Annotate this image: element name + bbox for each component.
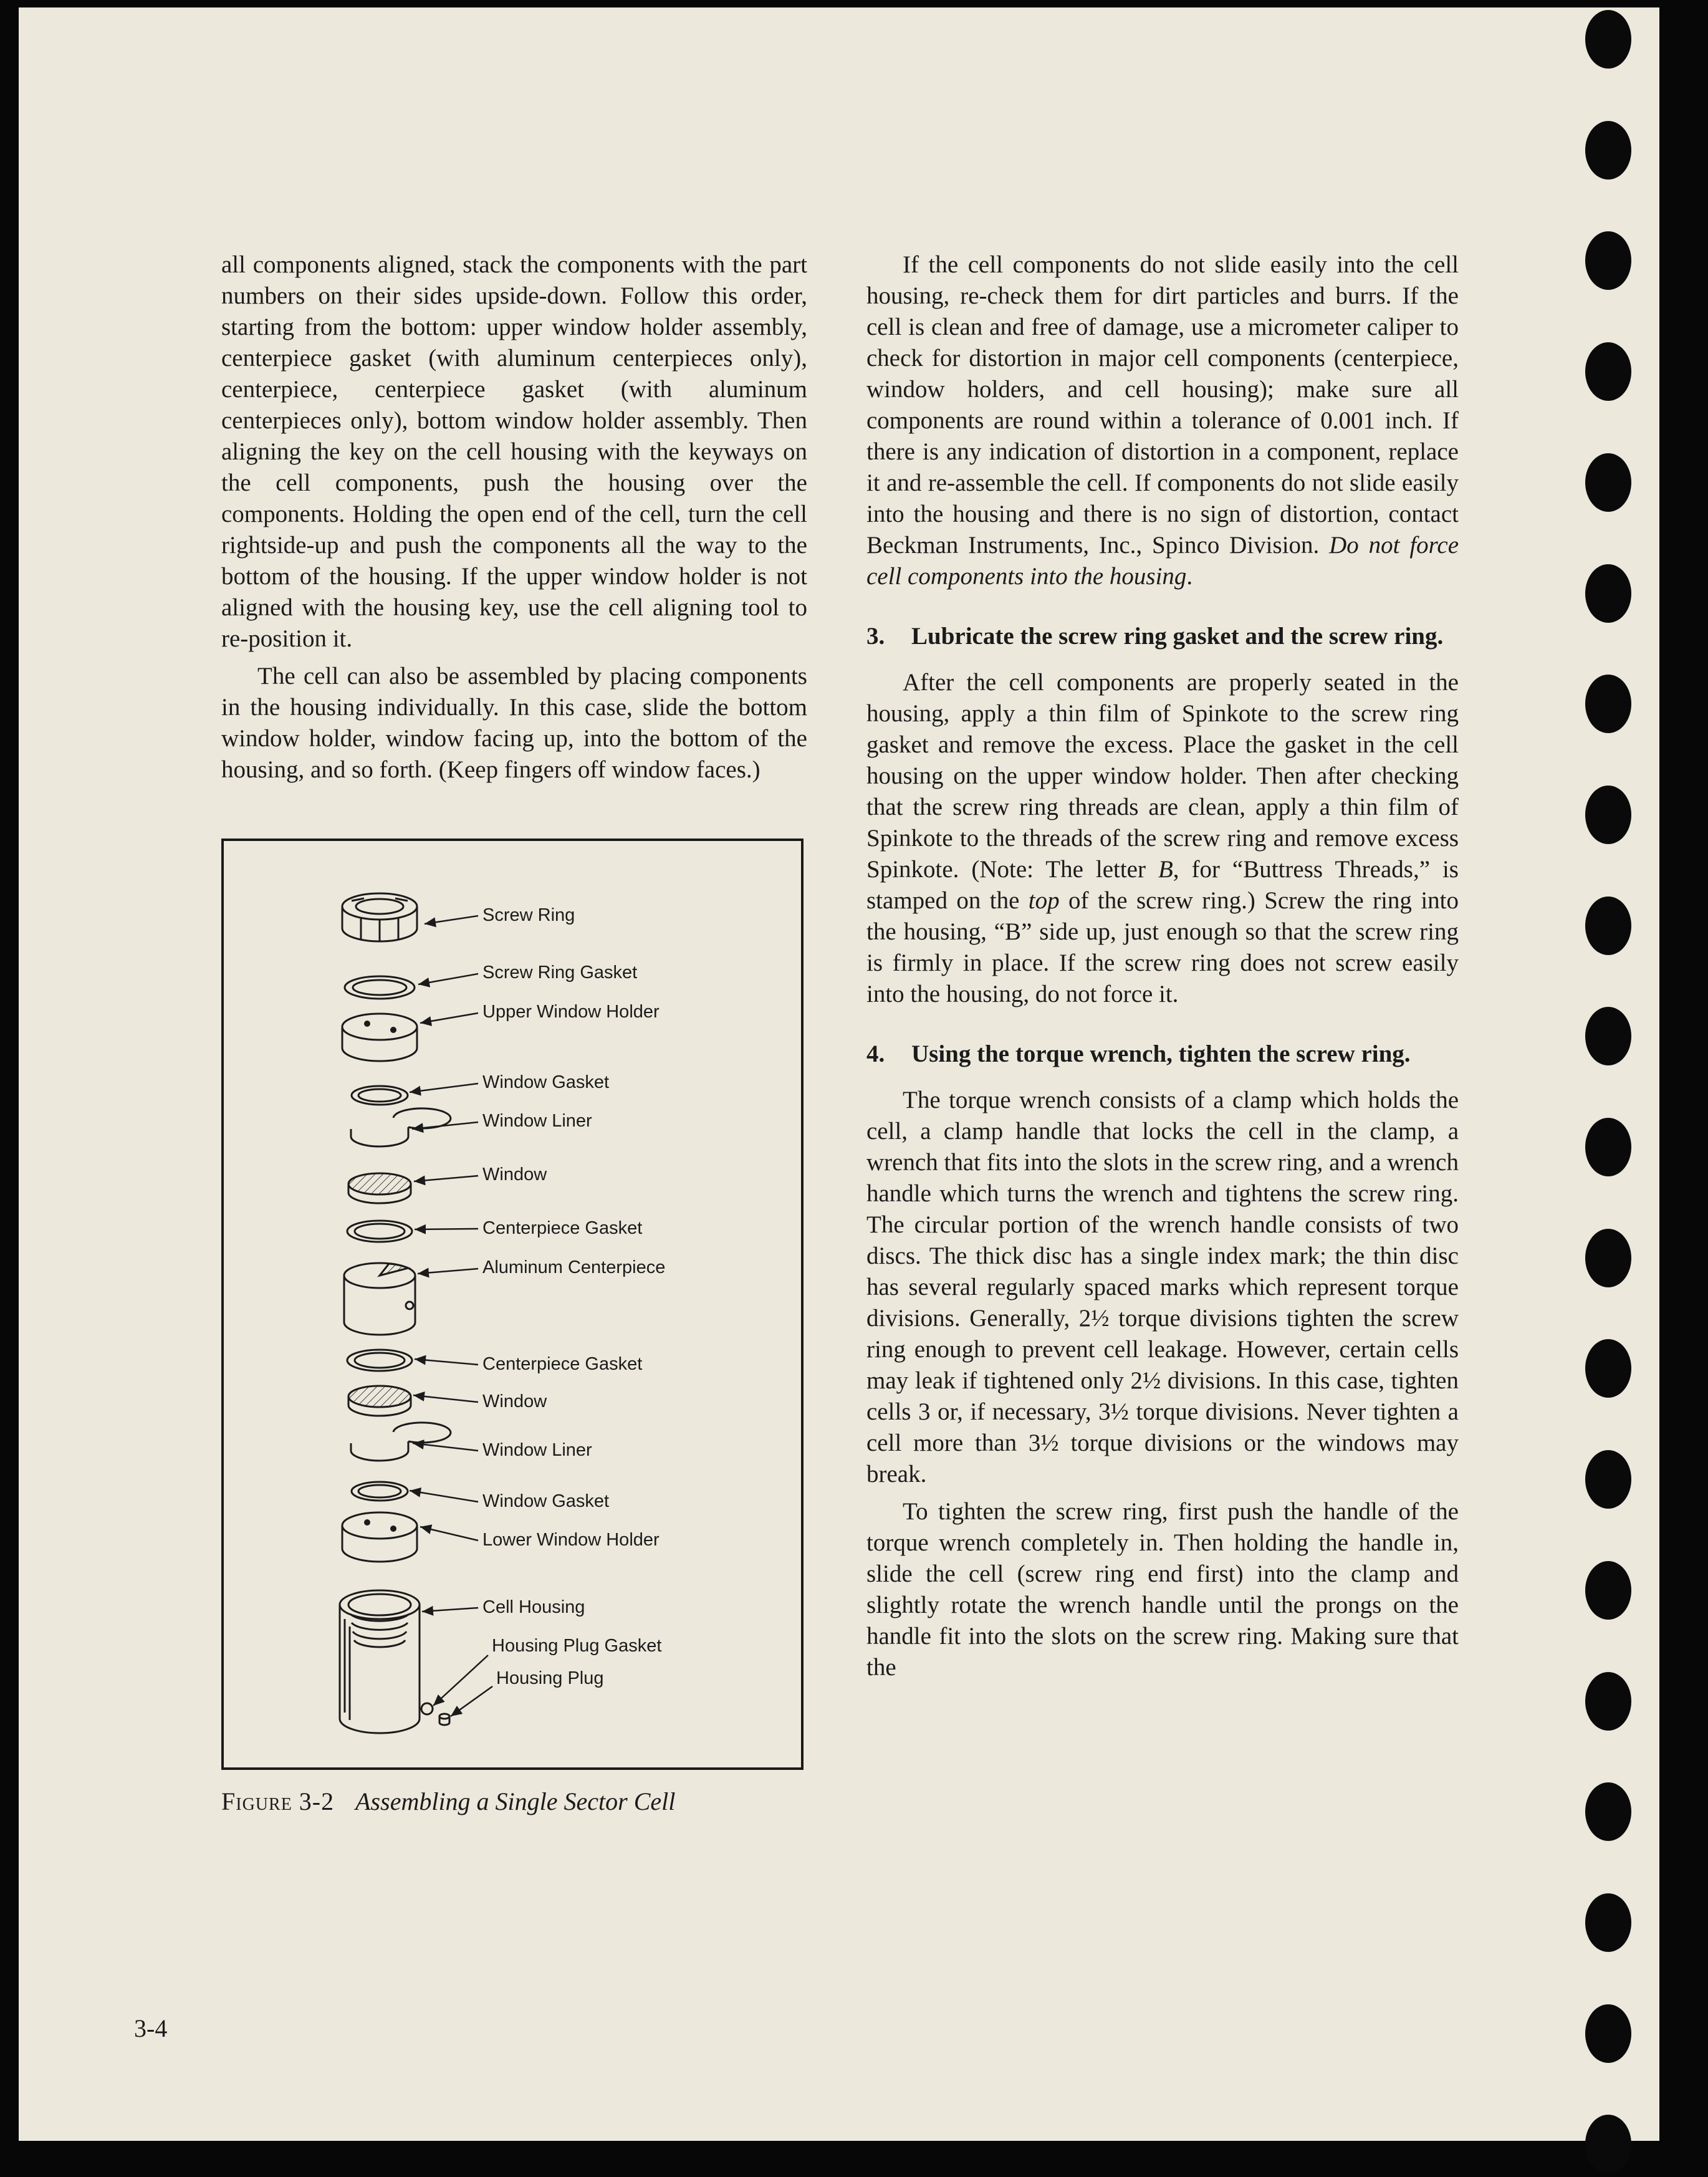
label-centerpiece-gasket-upper: Centerpiece Gasket — [482, 1218, 643, 1238]
window-gasket-lower-drawing — [352, 1482, 408, 1501]
para-text: If the cell components do not slide easily into the cell housing, re-check them for dirt particles and burrs. If the cell is clean and free of damage, use a micrometer caliper to check for distortion in major cell components (centerpiece, window holders, and cell housing); make sure all components are round within a tolerance of 0.001 inch. If there is any indication of distortion in a component, replace it and re-assemble the cell. If components do not slide easily into the housing and there is no sign of distortion, contact Beckman Instruments, Inc., Spinco Division. — [866, 251, 1459, 559]
para-text: , for “Buttress Threads,” is stamped on the — [866, 856, 1459, 914]
label-screw-ring-gasket: Screw Ring Gasket — [482, 963, 638, 983]
housing-plug-drawing — [439, 1714, 449, 1725]
cell-housing-drawing — [340, 1590, 420, 1733]
paragraph-components-check — [866, 249, 1459, 592]
para-text: of the screw ring.) Screw the ring into the housing, “B” side up, just enough so that the screw ring is firmly in place. If the screw ring does not screw easily into the housing, do not force it. — [866, 887, 1459, 1007]
label-window-liner-lower: Window Liner — [482, 1440, 592, 1460]
label-screw-ring: Screw Ring — [482, 905, 575, 925]
centerpiece-gasket-lower-drawing — [347, 1350, 412, 1371]
page-number: 3-4 — [134, 2014, 168, 2042]
label-centerpiece-gasket-lower: Centerpiece Gasket — [482, 1354, 643, 1374]
screw-ring-drawing — [342, 893, 417, 941]
paragraph-individual-assembly: The cell can also be assembled by placing components in the housing individually. In this case, slide the bottom window holder, window facing up, into the bottom of the housing, and so forth. (Keep fingers off window faces.) — [221, 663, 807, 783]
housing-plug-gasket-drawing — [421, 1703, 433, 1714]
window-gasket-upper-drawing — [352, 1086, 408, 1105]
window-lower-drawing — [348, 1386, 411, 1416]
left-text-column — [221, 249, 807, 1817]
section-3-number: 3. — [866, 623, 885, 650]
aluminum-centerpiece-drawing — [344, 1263, 415, 1335]
paragraph-lubricate — [866, 667, 1459, 1010]
label-upper-window-holder: Upper Window Holder — [482, 1002, 660, 1022]
figure-caption — [221, 1786, 807, 1817]
window-upper-drawing — [348, 1173, 411, 1203]
label-lower-window-holder: Lower Window Holder — [482, 1530, 660, 1550]
label-window-liner-upper: Window Liner — [482, 1111, 592, 1131]
right-text-column — [866, 249, 1459, 1683]
figure-parts — [340, 893, 451, 1733]
figure-labels — [482, 905, 665, 1688]
para-text: After the cell components are properly seated in the housing, apply a thin film of Spinkote to the screw ring gasket and remove the excess. Place the gasket in the cell housing on the upper window holder. Then after checking that the screw ring threads are clean, apply a thin film of Spinkote to the threads of the screw ring and remove excess Spinkote. (Note: The letter — [866, 669, 1459, 883]
label-window-upper: Window — [482, 1165, 547, 1185]
label-aluminum-centerpiece: Aluminum Centerpiece — [482, 1257, 666, 1277]
figure-leader-arrows — [410, 916, 492, 1716]
figure-caption-title: Assembling a Single Sector Cell — [355, 1787, 676, 1815]
label-housing-plug-gasket: Housing Plug Gasket — [492, 1636, 662, 1656]
single-sector-cell-diagram — [224, 841, 801, 1767]
label-window-lower: Window — [482, 1391, 547, 1411]
paragraph-torque-wrench: The torque wrench consists of a clamp which holds the cell, a clamp handle that locks the cell in the clamp, a wrench that fits into the slots in the screw ring, and a wrench handle which turns the wrench and tightens the screw ring. The circular portion of the wrench handle consists of two discs. The thick disc has a single index mark; the thin disc has several regularly spaced marks which represent torque divisions. Generally, 2½ torque divisions tighten the screw ring enough to prevent cell leakage. However, certain cells may leak if tightened only 2½ divisions. In this case, tighten cells 3 or, if necessary, 3½ torque divisions. Never tighten a cell more than 3½ torque divisions or the windows may break. — [866, 1087, 1459, 1487]
figure-3-2-exploded-diagram — [221, 839, 804, 1770]
screw-ring-gasket-drawing — [345, 976, 415, 999]
window-liner-lower-drawing — [351, 1423, 451, 1461]
para-text-italic: B — [1158, 856, 1173, 883]
section-4-heading — [866, 1039, 1459, 1070]
label-housing-plug: Housing Plug — [496, 1668, 604, 1688]
section-3-heading — [866, 621, 1459, 652]
centerpiece-gasket-upper-drawing — [347, 1221, 412, 1242]
section-4-title: Using the torque wrench, tighten the screw ring. — [911, 1040, 1411, 1067]
para-text: . — [1186, 563, 1193, 590]
section-3-title: Lubricate the screw ring gasket and the screw ring. — [911, 623, 1444, 650]
figure-caption-label: Figure 3-2 — [221, 1787, 335, 1815]
paragraph-assembly-order: all components aligned, stack the components with the part numbers on their sides upside-down. Follow this order, starting from the bottom: upper window holder assembly, centerpiece gasket (with aluminum centerpieces only), centerpiece, centerpiece gasket (with aluminum centerpieces only), bottom window holder assembly. Then aligning the key on the cell housing with the keyways on the cell components, push the housing over the components. Holding the open end of the cell, turn the cell rightside-up and push the components all the way to the bottom of the housing. If the upper window holder is not aligned with the housing key, use the cell aligning tool to re-position it. — [221, 251, 807, 652]
para-text-italic: Do not force cell components into the housing — [866, 532, 1459, 590]
section-4-number: 4. — [866, 1040, 885, 1067]
scanned-manual-page — [19, 7, 1659, 2141]
paragraph-tighten-ring: To tighten the screw ring, first push the handle of the torque wrench completely in. Then holding the handle in, slide the cell (screw ring end first) into the clamp and slightly rotate the wrench handle until the prongs on the handle fit into the slots on the screw ring. Making sure that the — [866, 1498, 1459, 1681]
lower-window-holder-drawing — [342, 1512, 417, 1562]
para-text-italic: top — [1028, 887, 1060, 914]
window-liner-upper-drawing — [351, 1108, 451, 1146]
label-cell-housing: Cell Housing — [482, 1597, 585, 1617]
upper-window-holder-drawing — [342, 1014, 417, 1061]
label-window-gasket-lower: Window Gasket — [482, 1491, 610, 1511]
label-window-gasket-upper: Window Gasket — [482, 1072, 610, 1092]
